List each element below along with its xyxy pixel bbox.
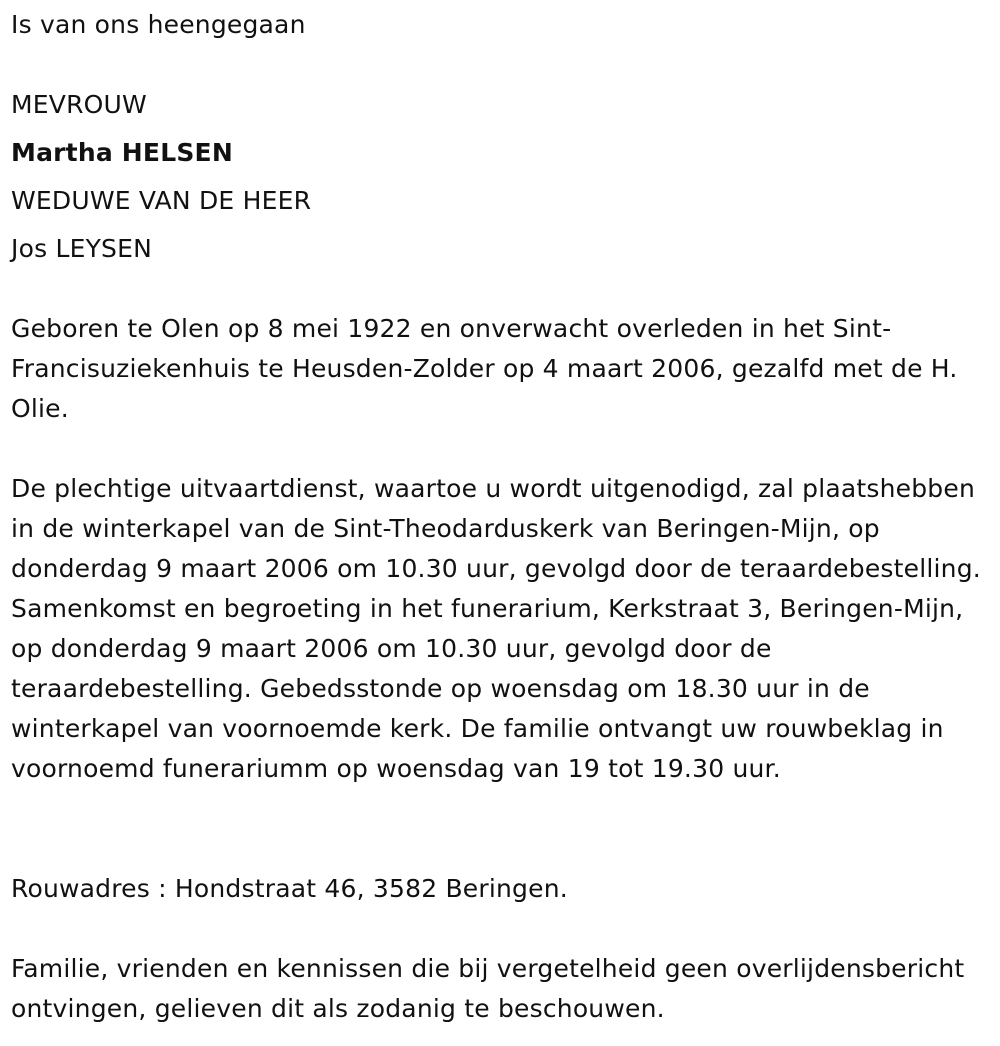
intro-line: Is van ons heengegaan (11, 10, 306, 39)
address-line: Rouwadres : Hondstraat 46, 3582 Beringen. (11, 874, 568, 903)
closing-paragraph: Familie, vrienden en kennissen die bij vergetelheid geen overlijdensbericht ontvingen, gelieven dit als zodanig te beschouwen. (11, 954, 965, 1023)
funeral-paragraph: De plechtige uitvaartdienst, waartoe u wordt uitgenodigd, zal plaatshebben in de winterkapel van de Sint-Theodarduskerk van Beringen-Mijn, op donderdag 9 maart 2006 om 10.30 uur, gevolgd door de teraardebestelling. Samenkomst en begroeting in het funerarium, Kerkstraat 3, Beringen-Mijn, op donderdag 9 maart 2006 om 10.30 uur, gevolgd door de teraardebestelling. Gebedsstonde op woensdag om 18.30 uur in de winterkapel van voornoemde kerk. De familie ontvangt uw rouwbeklag in voornoemd funerariumm op woensdag van 19 tot 19.30 uur. (11, 474, 981, 783)
widow-of-line: WEDUWE VAN DE HEER (11, 186, 312, 215)
deceased-name: Martha HELSEN (11, 138, 233, 167)
title-line: MEVROUW (11, 90, 147, 119)
spouse-name: Jos LEYSEN (11, 234, 153, 263)
birth-death-paragraph: Geboren te Olen op 8 mei 1922 en onverwacht overleden in het Sint-Francisuziekenhuis te Heusden-Zolder op 4 maart 2006, gezalfd met de H. Olie. (11, 314, 958, 423)
